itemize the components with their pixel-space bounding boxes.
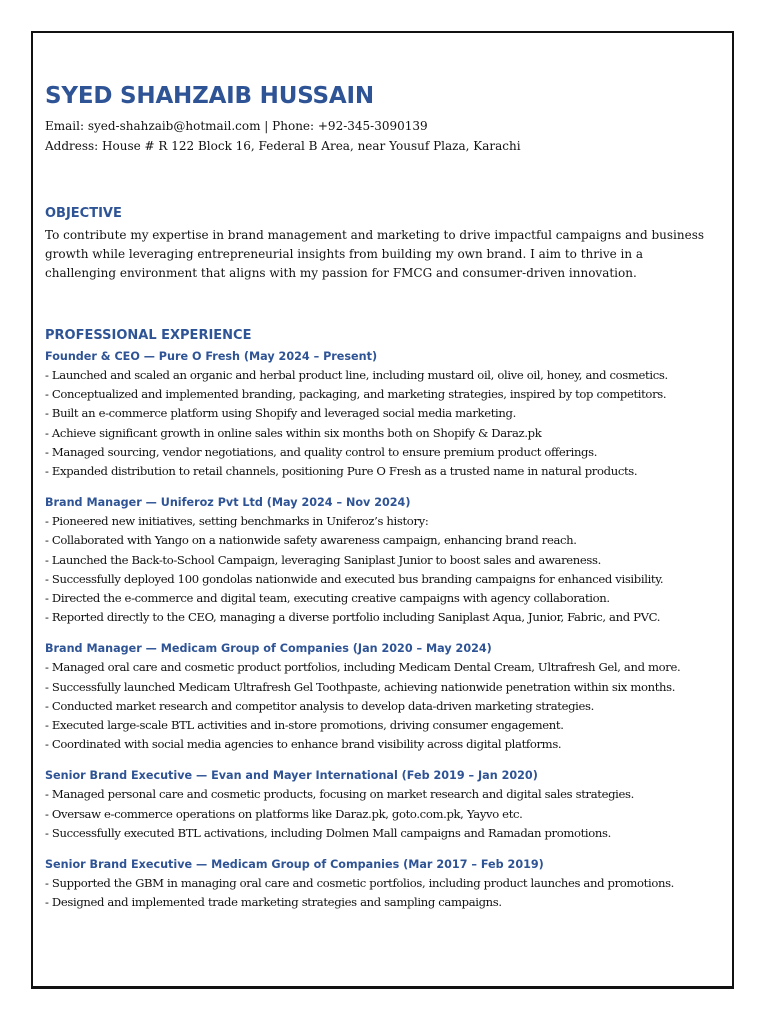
job-bullet: - Conducted market research and competitor analysis to develop data-driven marketing strategies. [45, 698, 594, 713]
job-bullet: - Pioneered new initiatives, setting benchmarks in Uniferoz’s history: [45, 514, 429, 529]
objective-text: To contribute my expertise in brand management and marketing to drive impactful campaigns and business growth while leveraging entrepreneurial insights from building my own brand. I aim to thrive in a challenging environment that aligns with my passion for FMCG and consumer-driven innovation. [45, 228, 705, 280]
job-bullet: - Managed personal care and cosmetic products, focusing on market research and digital sales strategies. [45, 787, 634, 802]
job-entry [45, 494, 725, 627]
job-entry [45, 767, 725, 843]
job-bullet: - Launched the Back-to-School Campaign, leveraging Saniplast Junior to boost sales and awareness. [45, 552, 601, 567]
job-bullet: - Achieve significant growth in online sales within six months both on Shopify & Daraz.pk [45, 425, 542, 440]
job-bullet: - Supported the GBM in managing oral care and cosmetic portfolios, including product launches and promotions. [45, 876, 675, 891]
job-title: Brand Manager — Uniferoz Pvt Ltd (May 2024 – Nov 2024) [45, 496, 411, 510]
objective-heading: OBJECTIVE [45, 206, 122, 221]
job-bullets [45, 658, 725, 754]
job-entry [45, 856, 725, 912]
job-entry [45, 640, 725, 754]
job-title: Brand Manager — Medicam Group of Companies (Jan 2020 – May 2024) [45, 642, 492, 656]
job-title: Senior Brand Executive — Evan and Mayer International (Feb 2019 – Jan 2020) [45, 769, 538, 783]
job-bullet: - Launched and scaled an organic and herbal product line, including mustard oil, olive oil, honey, and cosmetics. [45, 368, 668, 382]
job-bullets [45, 512, 725, 627]
job-bullet: - Managed oral care and cosmetic product portfolios, including Medicam Dental Cream, Ultrafresh Gel, and more. [45, 660, 681, 675]
job-title: Founder & CEO — Pure O Fresh (May 2024 – Present) [45, 350, 378, 363]
job-bullets [45, 874, 725, 912]
contact-address: Address: House # R 122 Block 16, Federal B Area, near Yousuf Plaza, Karachi [45, 139, 521, 153]
job-bullet: - Collaborated with Yango on a nationwide safety awareness campaign, enhancing brand reach. [45, 533, 577, 548]
job-bullets [45, 366, 725, 481]
job-bullet: - Executed large-scale BTL activities and in-store promotions, driving consumer engagement. [45, 718, 564, 733]
experience-section [45, 327, 725, 912]
job-bullet: - Expanded distribution to retail channels, positioning Pure O Fresh as a trusted name in natural products. [45, 464, 638, 479]
experience-heading: PROFESSIONAL EXPERIENCE [45, 328, 252, 343]
job-entry [45, 348, 725, 481]
job-bullet: - Successfully launched Medicam Ultrafresh Gel Toothpaste, achieving nationwide penetration within six months. [45, 679, 676, 694]
job-bullet: - Built an e-commerce platform using Shopify and leveraged social media marketing. [45, 406, 516, 421]
job-bullet: - Reported directly to the CEO, managing a diverse portfolio including Saniplast Aqua, Junior, Fabric, and PVC. [45, 610, 661, 625]
candidate-name: SYED SHAHZAIB HUSSAIN [45, 83, 374, 109]
resume-document [45, 82, 725, 912]
job-bullet: - Designed and implemented trade marketing strategies and sampling campaigns. [45, 895, 502, 910]
job-bullet: - Conceptualized and implemented branding, packaging, and marketing strategies, inspired by top competitors. [45, 387, 667, 402]
job-bullet: - Successfully deployed 100 gondolas nationwide and executed bus branding campaigns for enhanced visibility. [45, 571, 664, 586]
job-bullet: - Successfully executed BTL activations, including Dolmen Mall campaigns and Ramadan promotions. [45, 825, 611, 840]
job-bullet: - Oversaw e-commerce operations on platforms like Daraz.pk, goto.com.pk, Yayvo etc. [45, 806, 523, 821]
job-title: Senior Brand Executive — Medicam Group of Companies (Mar 2017 – Feb 2019) [45, 858, 544, 872]
job-bullets [45, 785, 725, 843]
job-bullet: - Managed sourcing, vendor negotiations, and quality control to ensure premium product offerings. [45, 444, 598, 459]
contact-email-phone: Email: syed-shahzaib@hotmail.com | Phone: +92-345-3090139 [45, 119, 428, 133]
objective-section [45, 205, 725, 283]
job-bullet: - Directed the e-commerce and digital team, executing creative campaigns with agency collaboration. [45, 591, 610, 606]
job-bullet: - Coordinated with social media agencies to enhance brand visibility across digital platforms. [45, 737, 562, 752]
contact-block [45, 116, 725, 156]
